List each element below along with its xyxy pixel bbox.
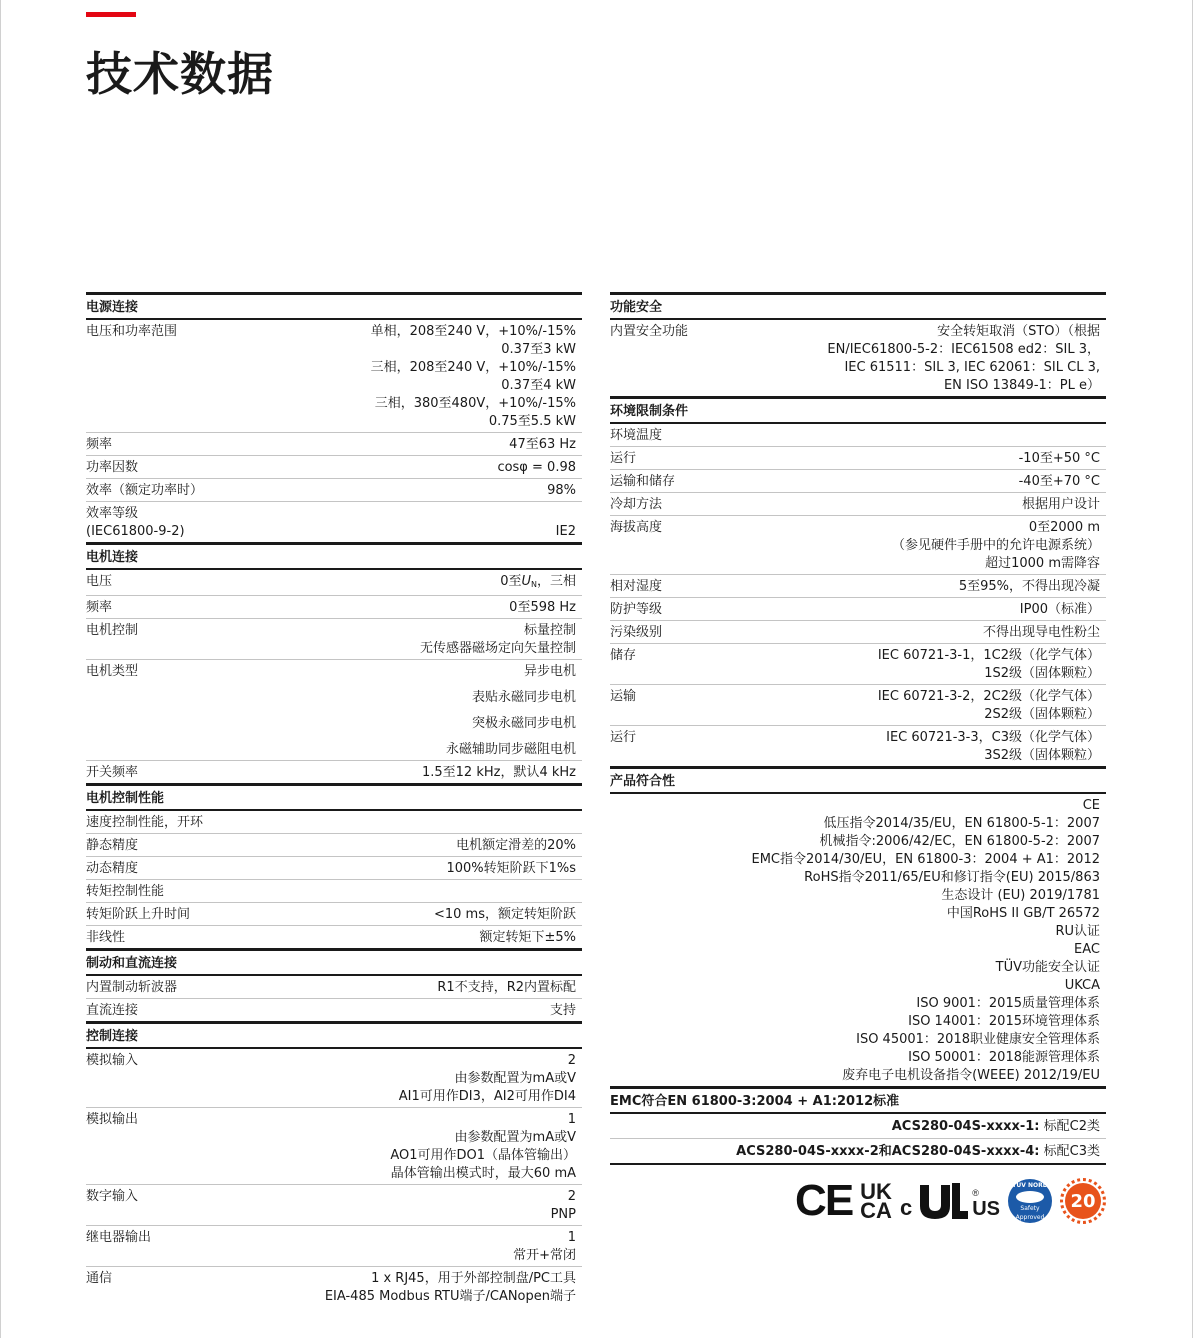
spec-row [86,811,582,834]
spec-value [144,1052,582,1106]
spec-label: 转矩阶跃上升时间 [86,907,191,922]
spec-label: 非线性 [86,930,126,945]
value-line: IEC 61511：SIL 3, IEC 62061：SIL CL 3, [844,360,1100,375]
spec-value: 5至95%，不得出现冷凝 [958,579,1100,594]
value-line: 表贴永磁同步电机 [471,690,576,705]
compliance-list [610,794,1106,1086]
spec-row [86,999,582,1021]
spec-row [86,502,582,542]
spec-value [642,688,1106,724]
value-line: 2 [567,1189,576,1204]
value-line: ISO 45001：2018职业健康安全管理体系 [856,1032,1100,1047]
value-line: EN/IEC61800-5-2：IEC61508 ed2：SIL 3， [827,342,1100,357]
value-line: 超过1000 m需降容 [985,556,1100,571]
spec-label: 运行 [610,451,637,466]
value-line: 常开+常闭 [513,1248,576,1263]
spec-row [86,456,582,479]
spec-value: cosφ = 0.98 [497,460,576,475]
emc-row: ACS280-04S-xxxx-2和ACS280-04S-xxxx-4: 标配C3类 [610,1139,1106,1165]
value-line: 晶体管输出模式时，最大60 mA [390,1166,576,1181]
value-line: 2 [567,1053,576,1068]
page-title: 技术数据 [86,47,274,101]
value-line: 0.37至4 kW [501,378,576,393]
value-line: ISO 14001：2015环境管理体系 [908,1014,1100,1029]
value-line: 三相，208至240 V，+10%/-15% [370,360,576,375]
spec-row [86,570,582,596]
spec-value: 0至$U_N$，三相 [500,574,576,589]
section-header-safety: 功能安全 [610,292,1106,320]
spec-value: 电机额定滑差的20% [456,838,576,853]
value-line: 0.37至3 kW [501,342,576,357]
spec-row [86,1049,582,1108]
spec-value: 47至63 Hz [509,437,576,452]
spec-row [86,433,582,456]
spec-label: 运输 [610,689,637,704]
spec-row [86,619,582,660]
spec-row [610,320,1106,396]
value-line: PNP [550,1207,576,1222]
epup-20-icon: 20 [1060,1178,1106,1224]
spec-row [86,1226,582,1267]
section-header-power: 电源连接 [86,292,582,320]
spec-label: 电压和功率范围 [86,324,178,339]
value-line: 2S2级（固体颗粒） [984,707,1100,722]
value-line: 无传感器磁场定向矢量控制 [419,641,576,656]
value-line: ISO 9001：2015质量管理体系 [916,996,1100,1011]
spec-label: 静态精度 [86,838,139,853]
spec-label: 转矩控制性能 [86,884,165,899]
value-line: IEC 60721-3-1，1C2级（化学气体） [877,648,1100,663]
value-line: TÜV功能安全认证 [995,960,1100,975]
value-line: CE [1082,798,1100,813]
value-line: 1 [567,1112,576,1127]
spec-value: 根据用户设计 [1021,497,1100,512]
spec-value [183,323,582,431]
spec-label: 模拟输出 [86,1112,139,1127]
spec-label: 运输和储存 [610,474,676,489]
spec-label: 直流连接 [86,1003,139,1018]
emc-row: ACS280-04S-xxxx-1: 标配C2类 [610,1114,1106,1139]
value-line: ISO 50001：2018能源管理体系 [908,1050,1100,1065]
certification-logos [610,1175,1106,1227]
spec-value [144,1111,582,1183]
spec-row [86,479,582,502]
value-line: 由参数配置为mA或V [454,1130,576,1145]
value-line: 1 x RJ45，用于外部控制盘/PC工具 [371,1271,576,1286]
spec-value [668,519,1106,573]
value-line: 三相，380至480V，+10%/-15% [374,396,576,411]
spec-row [610,470,1106,493]
spec-label: 内置制动斩波器 [86,980,178,995]
spec-row [86,660,582,761]
section-header-motor: 电机连接 [86,542,582,570]
spec-row [86,880,582,903]
spec-value: 1.5至12 kHz，默认4 kHz [421,765,576,780]
spec-row [610,493,1106,516]
value-line: 突极永磁同步电机 [471,716,576,731]
value-line: 3S2级（固体颗粒） [984,748,1100,763]
section-header-performance: 电机控制性能 [86,783,582,811]
spec-row [610,598,1106,621]
spec-label: 相对湿度 [610,579,663,594]
spec-row [86,1108,582,1185]
spec-row [86,926,582,948]
section-header-compliance: 产品符合性 [610,766,1106,794]
spec-value [694,323,1106,395]
spec-row [86,834,582,857]
spec-label: 储存 [610,648,637,663]
value-line: EMC指令2014/30/EU，EN 61800-3：2004 + A1：2012 [751,852,1100,867]
spec-row [86,1267,582,1307]
spec-value: <10 ms，额定转矩阶跃 [433,907,576,922]
spec-row [86,596,582,619]
value-line: 中国RoHS II GB/T 26572 [946,906,1100,921]
value-line: 永磁辅助同步磁阻电机 [445,742,576,757]
spec-row [86,761,582,783]
spec-label: 开关频率 [86,765,139,780]
value-line: AO1可用作DO1（晶体管输出） [390,1148,576,1163]
section-header-emc: EMC符合EN 61800-3:2004 + A1:2012标准 [610,1086,1106,1114]
value-line: 0至2000 m [1028,520,1100,535]
value-line: 1S2级（固体颗粒） [984,666,1100,681]
spec-value: 额定转矩下±5% [479,930,576,945]
value-line: 废弃电子电机设备指令(WEEE) 2012/19/EU [842,1068,1100,1083]
spec-label: 模拟输入 [86,1053,139,1068]
spec-row [86,1185,582,1226]
spec-row [610,644,1106,685]
spec-label: 通信 [86,1271,113,1286]
spec-value: -40至+70 °C [1018,474,1100,489]
spec-value: IP00（标准） [1019,602,1100,617]
value-line: 生态设计 (EU) 2019/1781 [941,888,1100,903]
spec-row [610,447,1106,470]
spec-row [86,320,582,433]
spec-value [157,1229,582,1265]
spec-value: 不得出现导电性粉尘 [982,625,1100,640]
spec-label: 功率因数 [86,460,139,475]
value-line: 安全转矩取消（STO）（根据 [937,324,1100,339]
spec-row [610,726,1106,766]
value-line: EIA-485 Modbus RTU端子/CANopen端子 [324,1289,576,1304]
spec-label: 频率 [86,437,113,452]
value-line: RoHS指令2011/65/EU和修订指令(EU) 2015/863 [804,870,1100,885]
value-line: 机械指令:2006/42/EC，EN 61800-5-2：2007 [819,834,1100,849]
spec-label: 速度控制性能，开环 [86,815,204,830]
spec-value: 支持 [549,1003,576,1018]
spec-row [610,621,1106,644]
spec-row [610,516,1106,575]
section-header-environment: 环境限制条件 [610,396,1106,424]
spec-value: 100%转矩阶跃下1%s [446,861,576,876]
spec-value: 98% [547,483,576,498]
value-line: UKCA [1064,978,1100,993]
spec-value [144,663,582,759]
value-line: IEC 60721-3-2，2C2级（化学气体） [877,689,1100,704]
spec-label: 效率（额定功率时） [86,483,204,498]
spec-row [86,903,582,926]
spec-label: 污染级别 [610,625,663,640]
value-line: 标量控制 [523,623,576,638]
value-line: RU认证 [1055,924,1100,939]
spec-label: 动态精度 [86,861,139,876]
value-line: 0.75至5.5 kW [488,414,576,429]
spec-row [610,424,1106,447]
right-column [610,292,1106,1227]
value-line: 由参数配置为mA或V [454,1071,576,1086]
ukca-mark-icon: UK CA [860,1179,892,1223]
spec-row [610,685,1106,726]
spec-label: 防护等级 [610,602,663,617]
ul-mark-icon: c ® US [900,1181,1000,1221]
section-header-control: 控制连接 [86,1021,582,1049]
accent-bar [86,12,136,17]
spec-value: IE2 [555,524,576,539]
value-line: 异步电机 [523,664,576,679]
spec-label: 环境温度 [610,428,663,443]
spec-value: -10至+50 °C [1018,451,1100,466]
section-header-braking: 制动和直流连接 [86,948,582,976]
page-border-left [0,0,1,1338]
spec-value [144,622,582,658]
value-line: EN ISO 13849-1：PL e） [943,378,1100,393]
spec-label: 电压 [86,574,113,589]
spec-value [144,1188,582,1224]
spec-label: 频率 [86,600,113,615]
spec-label: 电机控制 [86,623,139,638]
spec-label: 数字输入 [86,1189,139,1204]
spec-label: 海拔高度 [610,520,663,535]
value-line: 1 [567,1230,576,1245]
value-line: EAC [1074,942,1100,957]
spec-label: 冷却方法 [610,497,663,512]
value-line: （参见硬件手册中的允许电源系统） [891,538,1100,553]
spec-label: 继电器输出 [86,1230,152,1245]
spec-value [642,647,1106,683]
spec-label: 电机类型 [86,664,139,679]
spec-label: 效率等级 (IEC61800-9-2) [86,506,185,539]
ce-mark-icon: CE [795,1176,853,1225]
value-line: 单相，208至240 V，+10%/-15% [370,324,576,339]
value-line: AI1可用作DI3，AI2可用作DI4 [398,1089,576,1104]
spec-value [642,729,1106,765]
spec-row [610,575,1106,598]
tuv-nord-badge-icon: TÜV NORD Safety Approved [1008,1179,1052,1223]
spec-label: 运行 [610,730,637,745]
spec-value: R1不支持，R2内置标配 [437,980,576,995]
left-column [86,292,582,1307]
spec-row [86,976,582,999]
value-line: 低压指令2014/35/EU，EN 61800-5-1：2007 [823,816,1100,831]
spec-value: 0至598 Hz [509,600,576,615]
spec-row [86,857,582,880]
spec-value [118,1270,582,1306]
spec-label: 内置安全功能 [610,324,689,339]
value-line: IEC 60721-3-3，C3级（化学气体） [886,730,1100,745]
